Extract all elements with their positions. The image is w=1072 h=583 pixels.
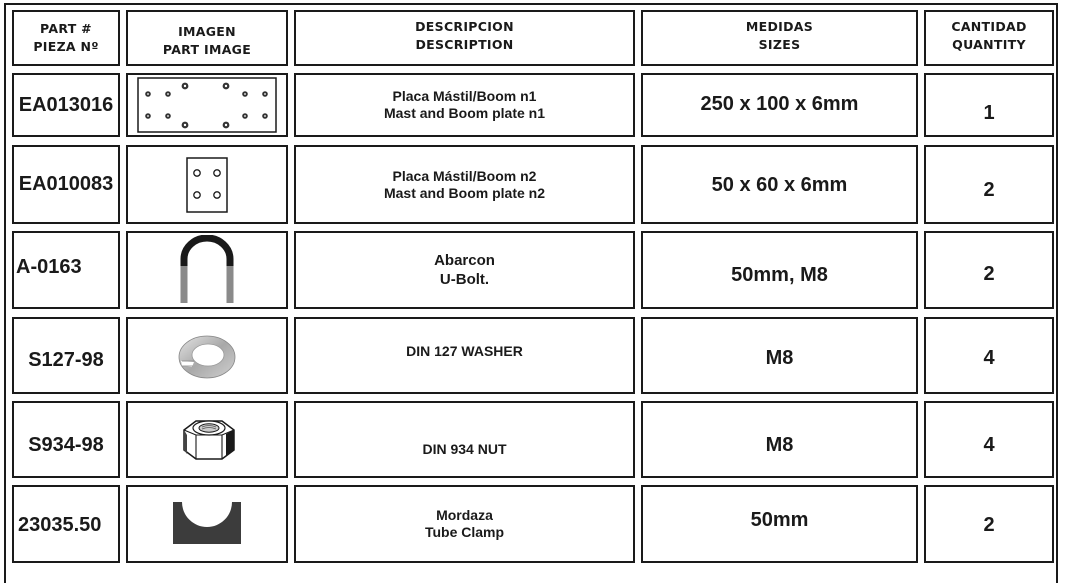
part-number-cell [12, 145, 120, 224]
description-cell [294, 401, 635, 478]
header-description-en: DESCRIPTION [415, 37, 514, 52]
header-image-es: IMAGEN [178, 24, 236, 39]
header-description [294, 10, 635, 66]
part-number: S127-98 [28, 349, 104, 371]
quantity-value: 1 [983, 102, 995, 124]
part-number-cell [12, 401, 120, 478]
size-value: 50 x 60 x 6mm [711, 174, 848, 196]
quantity-cell [924, 317, 1054, 394]
size-value: M8 [765, 434, 794, 456]
tube-clamp-icon [173, 502, 241, 546]
quantity-value: 2 [983, 513, 995, 536]
size-value: 250 x 100 x 6mm [700, 93, 859, 115]
part-number: 23035.50 [18, 513, 102, 536]
description-en: Tube Clamp [424, 524, 505, 540]
quantity-cell [924, 145, 1054, 224]
hex-nut-icon [176, 416, 238, 464]
image-cell [126, 73, 288, 137]
size-cell [641, 145, 918, 224]
image-cell [126, 401, 288, 478]
header-sizes-es: MEDIDAS [745, 19, 814, 34]
image-cell [126, 317, 288, 394]
header-image-en: PART IMAGE [162, 42, 252, 57]
size-cell [641, 485, 918, 563]
part-number: A-0163 [16, 255, 82, 278]
size-cell [641, 73, 918, 137]
header-sizes [641, 10, 918, 66]
quantity-value: 2 [983, 179, 995, 201]
part-number-cell [12, 317, 120, 394]
description-en: DIN 934 NUT [422, 441, 507, 457]
description-es: Placa Mástil/Boom n1 [392, 88, 537, 104]
header-sizes-en: SIZES [758, 37, 801, 52]
header-part-en: PIEZA Nº [33, 39, 99, 54]
size-value: 50mm [750, 508, 809, 531]
header-description-es: DESCRIPCION [415, 19, 514, 34]
spring-washer-icon [177, 331, 237, 381]
description-cell [294, 145, 635, 224]
header-quantity-en: QUANTITY [952, 37, 1026, 52]
part-number-cell [12, 73, 120, 137]
header-quantity-es: CANTIDAD [951, 19, 1027, 34]
quantity-value: 2 [983, 262, 995, 285]
description-cell [294, 317, 635, 394]
part-number-cell [12, 485, 120, 563]
header-quantity [924, 10, 1054, 66]
quantity-value: 4 [983, 434, 995, 456]
plate-n1-icon [137, 77, 277, 133]
plate-n2-icon [186, 157, 228, 213]
description-en: Mast and Boom plate n1 [383, 105, 546, 121]
image-cell [126, 485, 288, 563]
image-cell [126, 231, 288, 309]
description-en: Mast and Boom plate n2 [383, 184, 546, 201]
header-part-number [12, 10, 120, 66]
image-cell [126, 145, 288, 224]
size-cell [641, 401, 918, 478]
part-number-cell [12, 231, 120, 309]
description-cell [294, 485, 635, 563]
quantity-cell [924, 485, 1054, 563]
description-es: Placa Mástil/Boom n2 [392, 167, 537, 184]
quantity-cell [924, 231, 1054, 309]
part-number: S934-98 [28, 434, 104, 456]
size-value: M8 [765, 347, 794, 369]
size-value: 50mm, M8 [731, 263, 828, 286]
description-en: U-Bolt. [439, 271, 490, 288]
quantity-value: 4 [983, 347, 995, 369]
quantity-cell [924, 401, 1054, 478]
description-cell [294, 73, 635, 137]
part-number: EA013016 [18, 93, 114, 116]
size-cell [641, 317, 918, 394]
part-number: EA010083 [18, 173, 114, 195]
description-es: Abarcon [434, 252, 495, 269]
size-cell [641, 231, 918, 309]
description-cell [294, 231, 635, 309]
header-part-es: PART # [40, 21, 92, 36]
description-es: Mordaza [436, 507, 493, 523]
u-bolt-icon [177, 235, 237, 305]
header-image [126, 10, 288, 66]
quantity-cell [924, 73, 1054, 137]
description-en: DIN 127 WASHER [406, 343, 523, 359]
